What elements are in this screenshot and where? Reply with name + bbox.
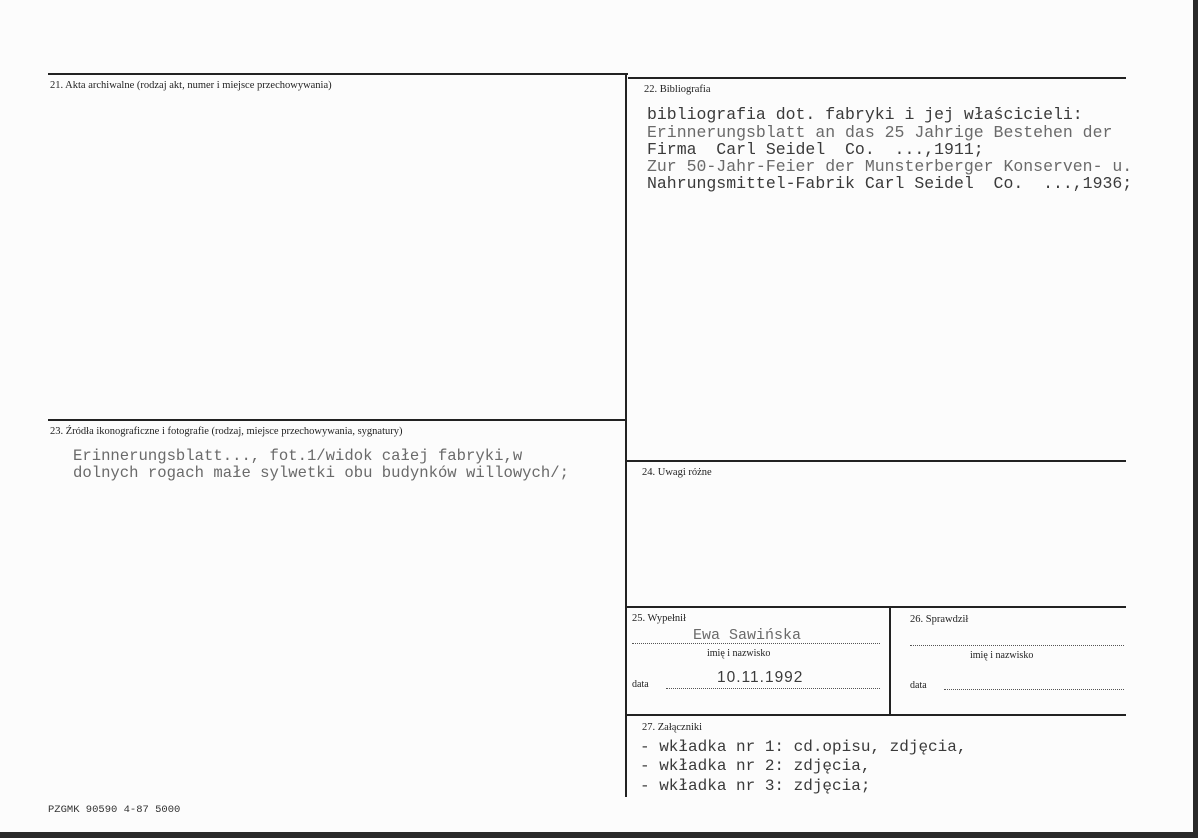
checked-by-date-line xyxy=(944,689,1124,690)
iconography-line-2: dolnych rogach małe sylwetki obu budynków willowych/; xyxy=(73,464,569,482)
scan-edge-bottom xyxy=(0,832,1198,838)
bibliography-line-4: Zur 50-Jahr-Feier der Munsterberger Konserven- u. xyxy=(647,157,1133,176)
section-23-label: 23. Źródła ikonograficzne i fotografie (rodzaj, miejsce przechowywania, sygnatury) xyxy=(50,426,403,437)
checked-by-name-line xyxy=(910,645,1124,646)
checked-by-date-label: data xyxy=(910,680,927,691)
attachment-line-1: - wkładka nr 1: cd.opisu, zdjęcia, xyxy=(640,738,967,756)
filled-by-name: Ewa Sawińska xyxy=(693,627,802,644)
divider-25-26 xyxy=(889,606,891,714)
scan-edge-right xyxy=(1193,0,1198,838)
bibliography-line-3: Firma Carl Seidel Co. ...,1911; xyxy=(647,140,984,159)
attachment-line-3: - wkładka nr 3: zdjęcia; xyxy=(640,777,871,795)
checked-by-name-caption: imię i nazwisko xyxy=(970,650,1034,661)
bibliography-line-2: Erinnerungsblatt an das 25 Jahrige Bestehen der xyxy=(647,123,1113,142)
filled-by-date-label: data xyxy=(632,679,649,690)
top-rule-left xyxy=(48,73,628,75)
print-code-footer: PZGMK 90590 4-87 5000 xyxy=(48,804,181,816)
top-rule-right xyxy=(628,77,1126,79)
filled-by-date-line xyxy=(666,688,880,689)
divider-25-27 xyxy=(626,714,1126,716)
filled-by-date: 10.11.1992 xyxy=(717,669,804,686)
divider-22-24 xyxy=(626,460,1126,462)
section-24-label: 24. Uwagi różne xyxy=(642,467,712,478)
attachment-line-2: - wkładka nr 2: zdjęcia, xyxy=(640,757,871,775)
vertical-divider xyxy=(625,75,627,797)
section-21-label: 21. Akta archiwalne (rodzaj akt, numer i miejsce przechowywania) xyxy=(50,80,332,91)
iconography-line-1: Erinnerungsblatt..., fot.1/widok całej fabryki,w xyxy=(73,447,523,465)
section-26-label: 26. Sprawdził xyxy=(910,614,969,625)
section-22-label: 22. Bibliografia xyxy=(644,84,711,95)
filled-by-name-caption: imię i nazwisko xyxy=(707,648,771,659)
section-25-label: 25. Wypełnił xyxy=(632,613,687,624)
section-27-label: 27. Załączniki xyxy=(642,722,703,733)
divider-24-25 xyxy=(626,606,1126,608)
divider-21-23 xyxy=(48,419,626,421)
bibliography-line-1: bibliografia dot. fabryki i jej właścicieli: xyxy=(647,105,1083,124)
bibliography-line-5: Nahrungsmittel-Fabrik Carl Seidel Co. ...,1936; xyxy=(647,174,1133,193)
